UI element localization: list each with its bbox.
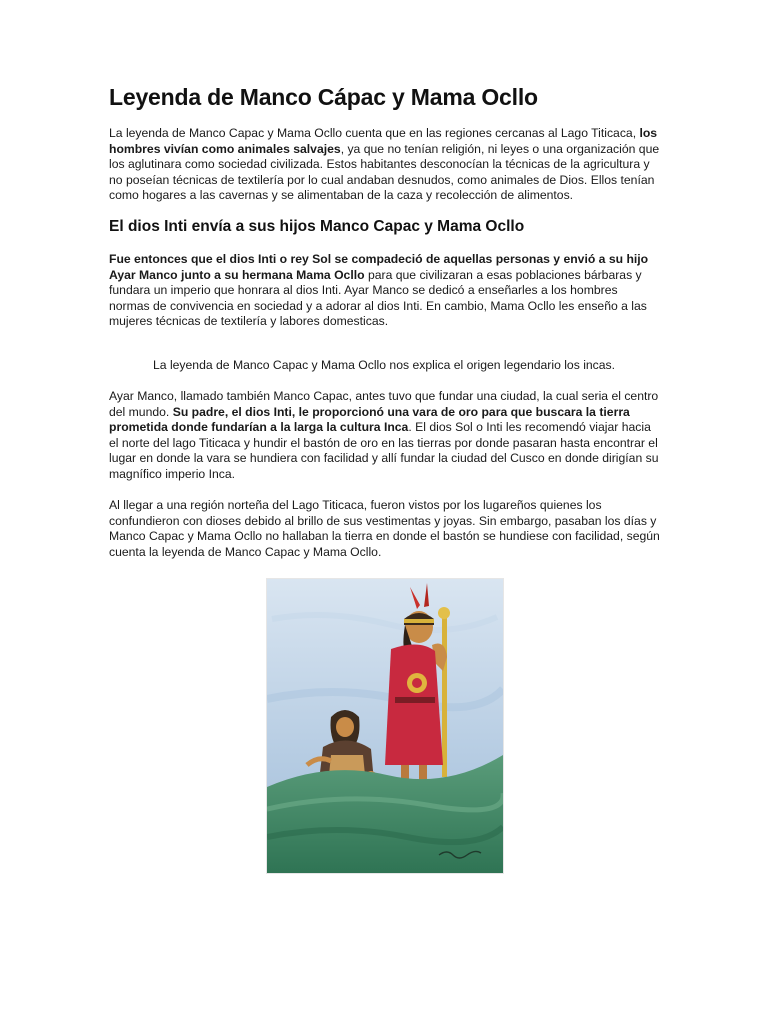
paragraph-ayar-manco [109, 389, 661, 483]
paragraph-intro-text-a: La leyenda de Manco Capac y Mama Ocllo cuenta que en las regiones cercanas al Lago Titicaca, [109, 126, 640, 140]
section-heading-inti: El dios Inti envía a sus hijos Manco Capac y Mama Ocllo [109, 218, 525, 235]
paragraph-inti-bold: Fue entonces que el dios Inti o rey Sol se compadeció de aquellas personas y envió a su hijo Ayar Manco junto a su hermana Mama Ocllo [109, 252, 649, 282]
paragraph-intro-text-c: , ya que no tenían religión, ni leyes o una organización que los aglutinara como sociedad civilizada. Estos habitantes desconocían la técnicas de la agricultura y no poseían técnicas de textilería por lo cual andaban desnudos, como animales de Dios. Ellos tenían como hogares a las cavernas y se alimentaban de la caza y recolección de alimentos. [109, 141, 660, 203]
legend-caption: La leyenda de Manco Capac y Mama Ocllo nos explica el origen legendario los incas. [153, 358, 616, 372]
paragraph-ayar-manco-text-a: Ayar Manco, llamado también Manco Capac, antes tuvo que fundar una ciudad, la cual seria el centro del mundo. [109, 389, 659, 419]
paragraph-intro [109, 126, 661, 204]
paragraph-ayar-manco-text-c: . El dios Sol o Inti les recomendó viajar hacia el norte del lago Titicaca y hundir el bastón de oro en las tierras por donde pasaran hasta encontrar el lugar en donde la vara se hundiera con facilidad y allí fundar la ciudad del Cusco en donde dirigían su magnífico imperio Inca. [109, 420, 659, 481]
manco-capac-mama-ocllo-illustration-icon [267, 579, 503, 873]
paragraph-inti-text: para que civilizaran a esas poblaciones bárbaras y fundara un imperio que honrara al dios Inti. Ayar Manco se dedicó a enseñarles a los hombres normas de convivencia en sociedad y a adorar al dios Inti. En cambio, Mama Ocllo les enseño a las mujeres técnicas de textilería y labores domesticas. [109, 267, 647, 329]
paragraph-arrival: Al llegar a una región norteña del Lago Titicaca, fueron vistos por los lugareños quienes los confundieron con dioses debido al brillo de sus vestimentas y joyas. Sin embargo, pasaban los días y Manco Capac y Mama Ocllo no hallaban la tierra en donde el bastón se hundiese con facilidad, según cuenta la leyenda de Manco Capac y Mama Ocllo. [109, 498, 660, 559]
paragraph-intro-bold: los hombres vivían como animales salvajes [109, 126, 658, 156]
page-title: Leyenda de Manco Cápac y Mama Ocllo [109, 84, 538, 110]
paragraph-inti [109, 252, 661, 330]
illustration-image [266, 578, 504, 874]
paragraph-ayar-manco-bold: Su padre, el dios Inti, le proporcionó una vara de oro para que buscara la tierra prometida donde fundarían a la larga la cultura Inca [109, 404, 630, 435]
